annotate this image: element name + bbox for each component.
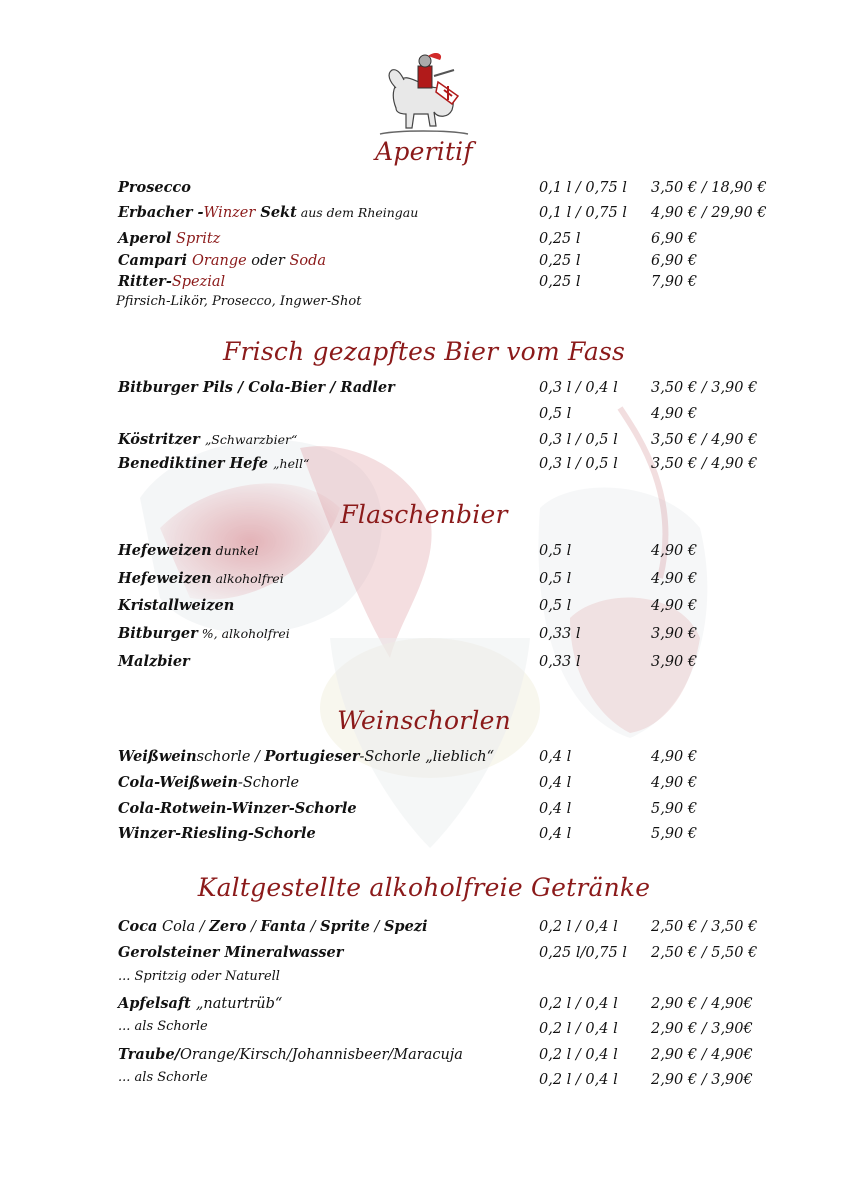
menu-item: Traube/Orange/Kirsch/Johannisbeer/Maracuja 0,2 l / 0,4 l 2,90 € / 4,90€	[118, 1046, 753, 1063]
menu-item: Gerolsteiner Mineralwasser 0,25 l/0,75 l 2,50 € / 5,50 €	[118, 944, 758, 961]
menu-item: Campari Orange oder Soda 0,25 l 6,90 €	[118, 252, 698, 269]
menu-item: Winzer-Riesling-Schorle 0,4 l 5,90 €	[118, 825, 698, 842]
heading-aperitif: Aperitif	[375, 137, 473, 166]
heading-flaschenbier: Flaschenbier	[340, 500, 508, 529]
menu-item: Kristallweizen 0,5 l 4,90 €	[118, 597, 698, 614]
item-note: ... Spritzig oder Naturell	[118, 969, 280, 984]
menu-item: Erbacher -Winzer Sekt aus dem Rheingau 0,1 l / 0,75 l 4,90 € / 29,90 €	[118, 204, 767, 221]
menu-item: Aperol Spritz 0,25 l 6,90 €	[118, 230, 698, 247]
menu-item: 0,5 l 4,90 €	[539, 406, 698, 422]
knight-on-horse-logo	[378, 48, 470, 138]
menu-item: Köstritzer „Schwarzbier“ 0,3 l / 0,5 l 3,50 € / 4,90 €	[118, 431, 758, 448]
heading-fassbier: Frisch gezapftes Bier vom Fass	[222, 337, 626, 366]
heading-weinschorlen: Weinschorlen	[337, 706, 511, 735]
menu-item: Ritter-Spezial 0,25 l 7,90 €	[118, 273, 698, 290]
menu-item: Apfelsaft „naturtrüb“ 0,2 l / 0,4 l 2,90 € / 4,90€	[118, 995, 753, 1012]
menu-item: Weißweinschorle / Portugieser-Schorle „lieblich“ 0,4 l 4,90 €	[118, 748, 698, 765]
menu-item: Bitburger Pils / Cola-Bier / Radler 0,3 l / 0,4 l 3,50 € / 3,90 €	[118, 379, 758, 396]
menu-item: ... als Schorle 0,2 l / 0,4 l 2,90 € / 3,90€	[118, 1019, 753, 1037]
menu-item: Malzbier 0,33 l 3,90 €	[118, 653, 698, 670]
menu-item: Hefeweizen alkoholfrei 0,5 l 4,90 €	[118, 570, 698, 587]
menu-item: ... als Schorle 0,2 l / 0,4 l 2,90 € / 3,90€	[118, 1070, 753, 1088]
menu-item: Cola-Weißwein-Schorle 0,4 l 4,90 €	[118, 774, 698, 791]
menu-item: Prosecco 0,1 l / 0,75 l 3,50 € / 18,90 €	[118, 179, 767, 196]
item-note: Pfirsich-Likör, Prosecco, Ingwer-Shot	[116, 294, 362, 309]
menu-item: Bitburger %, alkoholfrei 0,33 l 3,90 €	[118, 625, 698, 642]
menu-item: Coca Cola / Zero / Fanta / Sprite / Spezi 0,2 l / 0,4 l 2,50 € / 3,50 €	[118, 918, 758, 935]
heading-alkoholfrei: Kaltgestellte alkoholfreie Getränke	[197, 873, 651, 902]
menu-item: Benediktiner Hefe „hell“ 0,3 l / 0,5 l 3,50 € / 4,90 €	[118, 455, 758, 472]
menu-item: Hefeweizen dunkel 0,5 l 4,90 €	[118, 542, 698, 559]
menu-item: Cola-Rotwein-Winzer-Schorle 0,4 l 5,90 €	[118, 800, 698, 817]
